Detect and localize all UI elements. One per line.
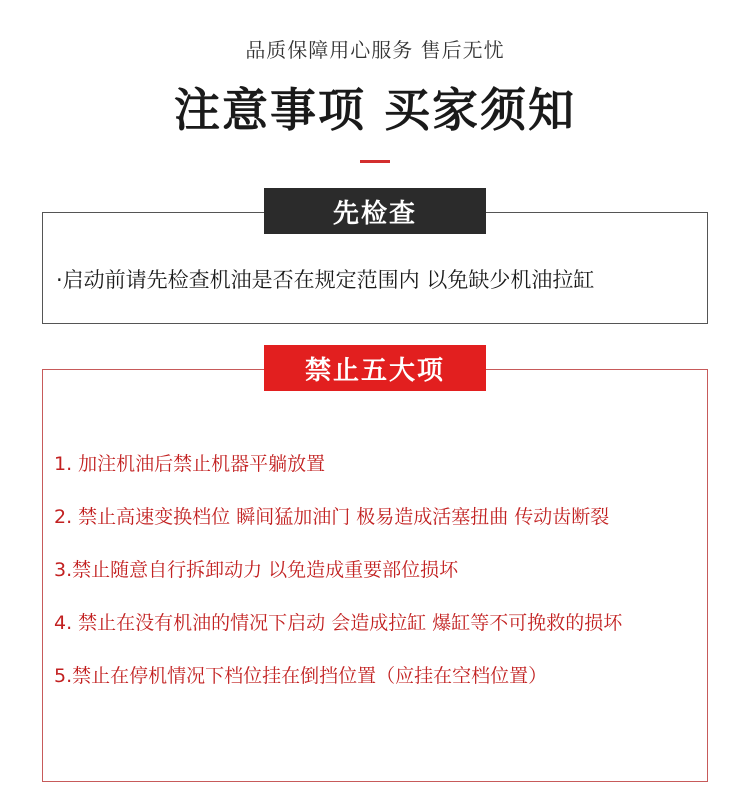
- ban-item-3: 3.禁止随意自行拆卸动力 以免造成重要部位损坏: [54, 559, 459, 581]
- ban-item-5: 5.禁止在停机情况下档位挂在倒挡位置（应挂在空档位置）: [54, 665, 548, 687]
- title-accent-line: [360, 160, 390, 163]
- check-tag: 先检查: [264, 188, 486, 234]
- ban-list: [54, 450, 702, 690]
- page-title: 注意事项 买家须知: [173, 83, 576, 137]
- page-subtitle: 品质保障用心服务 售后无忧: [245, 38, 505, 62]
- ban-tag: 禁止五大项: [264, 345, 486, 391]
- ban-item-4: 4. 禁止在没有机油的情况下启动 会造成拉缸 爆缸等不可挽救的损坏: [54, 612, 623, 634]
- ban-item-2: 2. 禁止高速变换档位 瞬间猛加油门 极易造成活塞扭曲 传动齿断裂: [54, 506, 610, 528]
- ban-item-1: 1. 加注机油后禁止机器平躺放置: [54, 453, 326, 475]
- check-text: ·启动前请先检查机油是否在规定范围内 以免缺少机油拉缸: [56, 268, 595, 292]
